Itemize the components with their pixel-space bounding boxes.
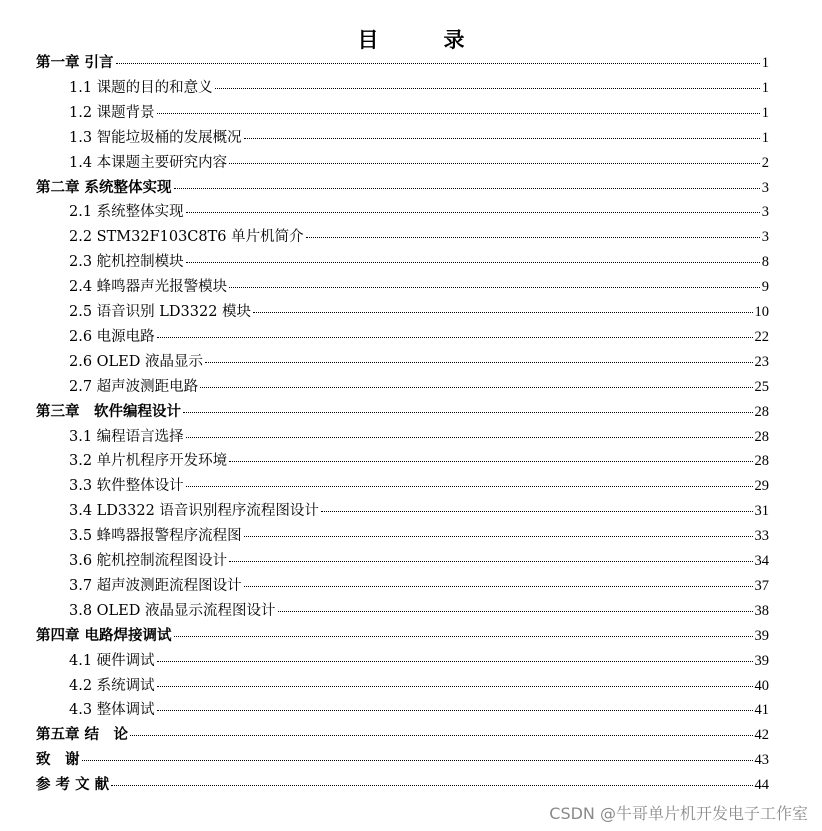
toc-entry-label: 2.6 OLED 液晶显示: [69, 353, 204, 370]
dot-leader: [244, 137, 760, 139]
toc-entry-label: 2.3 舵机控制模块: [69, 254, 184, 271]
toc-section-entry[interactable]: [69, 78, 769, 98]
dot-leader: [278, 610, 753, 612]
toc-entry-label: 3.8 OLED 液晶显示流程图设计: [69, 602, 276, 619]
toc-entry-label: 1.3 智能垃圾桶的发展概况: [69, 129, 242, 146]
toc-entry-label: 3.5 蜂鸣器报警程序流程图: [69, 528, 242, 545]
dot-leader: [229, 162, 760, 164]
toc-section-entry[interactable]: [69, 501, 769, 521]
toc-entry-page-number: 31: [754, 503, 769, 520]
toc-section-entry[interactable]: [69, 700, 769, 720]
toc-section-entry[interactable]: [69, 153, 769, 173]
toc-entry-page-number: 28: [754, 403, 769, 420]
toc-entry-page-number: 10: [754, 304, 769, 320]
toc-entry-label: 2.5 语音识别 LD3322 模块: [69, 304, 252, 320]
toc-section-entry[interactable]: [69, 277, 769, 297]
toc-entry-page-number: 8: [761, 254, 769, 271]
dot-leader: [157, 709, 753, 711]
toc-chapter-entry[interactable]: [36, 750, 769, 770]
toc-entry-page-number: 38: [754, 602, 769, 619]
dot-leader: [130, 734, 752, 736]
dot-leader: [157, 660, 753, 662]
dot-leader: [253, 311, 752, 313]
toc-section-entry[interactable]: [69, 128, 769, 148]
dot-leader: [321, 510, 753, 512]
toc-section-entry[interactable]: [69, 352, 769, 372]
dot-leader: [174, 635, 753, 637]
toc-entry-page-number: 1: [761, 129, 769, 146]
dot-leader: [157, 112, 760, 114]
toc-entry-page-number: 9: [761, 279, 769, 296]
dot-leader: [186, 436, 753, 438]
toc-entry-label: 3.7 超声波测距流程图设计: [69, 577, 242, 594]
toc-entry-label: 3.6 舵机控制流程图设计: [69, 553, 228, 569]
toc-entry-page-number: 1: [761, 79, 769, 96]
dot-leader: [186, 261, 760, 263]
dot-leader: [229, 460, 752, 462]
toc-entry-label: 参 考 文 献: [36, 776, 110, 794]
toc-entry-label: 3.4 LD3322 语音识别程序流程图设计: [69, 503, 319, 520]
toc-entry-label: 致 谢: [36, 751, 80, 769]
toc-entry-page-number: 34: [754, 553, 769, 569]
toc-chapter-entry[interactable]: [36, 626, 769, 646]
toc-section-entry[interactable]: [69, 427, 769, 447]
toc-entry-label: 1.1 课题的目的和意义: [69, 79, 213, 96]
toc-section-entry[interactable]: [69, 651, 769, 671]
dot-leader: [183, 411, 753, 413]
dot-leader: [157, 336, 753, 338]
dot-leader: [157, 685, 753, 687]
toc-chapter-entry[interactable]: [36, 53, 769, 73]
dot-leader: [200, 386, 752, 388]
toc-entry-page-number: 23: [754, 353, 769, 370]
toc-entry-page-number: 44: [754, 777, 769, 794]
toc-entry-page-number: 43: [754, 752, 769, 769]
dot-leader: [229, 560, 752, 562]
dot-leader: [244, 585, 753, 587]
toc-entry-label: 2.2 STM32F103C8T6 单片机简介: [69, 229, 304, 246]
toc-section-entry[interactable]: [69, 526, 769, 546]
toc-section-entry[interactable]: [69, 202, 769, 222]
toc-entry-page-number: 33: [754, 528, 769, 545]
toc-entry-label: 3.2 单片机程序开发环境: [69, 453, 228, 470]
toc-entry-label: 4.1 硬件调试: [69, 652, 155, 669]
toc-entry-page-number: 28: [754, 453, 769, 470]
toc-chapter-entry[interactable]: [36, 725, 769, 745]
toc-entry-page-number: 3: [761, 179, 769, 196]
dot-leader: [82, 759, 753, 761]
toc-chapter-entry[interactable]: [36, 775, 769, 795]
toc-entry-page-number: 39: [754, 627, 769, 644]
toc-entry-label: 4.2 系统调试: [69, 677, 155, 694]
toc-entry-page-number: 39: [754, 652, 769, 669]
toc-entry-label: 2.4 蜂鸣器声光报警模块: [69, 279, 228, 296]
toc-entry-label: 2.1 系统整体实现: [69, 204, 184, 221]
toc-entry-label: 第二章 系统整体实现: [36, 178, 172, 196]
toc-entry-label: 1.2 课题背景: [69, 104, 155, 121]
dot-leader: [186, 485, 753, 487]
toc-entry-page-number: 40: [754, 677, 769, 694]
toc-title: 目 录: [357, 27, 487, 52]
dot-leader: [174, 187, 760, 189]
toc-section-entry[interactable]: [69, 377, 769, 397]
toc-entry-label: 4.3 整体调试: [69, 702, 155, 719]
dot-leader: [229, 286, 760, 288]
toc-section-entry[interactable]: [69, 601, 769, 621]
toc-entry-page-number: 41: [754, 702, 769, 719]
toc-entry-page-number: 1: [761, 104, 769, 121]
toc-entry-label: 1.4 本课题主要研究内容: [69, 154, 228, 171]
toc-entry-label: 第四章 电路焊接调试: [36, 626, 172, 644]
dot-leader: [186, 211, 760, 213]
toc-entry-page-number: 3: [761, 204, 769, 221]
toc-section-entry[interactable]: [69, 302, 769, 322]
toc-section-entry[interactable]: [69, 576, 769, 596]
toc-entry-page-number: 3: [761, 229, 769, 246]
toc-section-entry[interactable]: [69, 451, 769, 471]
toc-section-entry[interactable]: [69, 103, 769, 123]
toc-entry-label: 3.3 软件整体设计: [69, 478, 184, 495]
toc-chapter-entry[interactable]: [36, 178, 769, 198]
toc-section-entry[interactable]: [69, 476, 769, 496]
toc-entry-page-number: 37: [754, 577, 769, 594]
toc-entry-label: 3.1 编程语言选择: [69, 428, 184, 445]
toc-entry-page-number: 42: [754, 727, 769, 744]
dot-leader: [306, 236, 760, 238]
toc-entry-label: 第三章 软件编程设计: [36, 402, 181, 420]
toc-entry-page-number: 1: [761, 55, 769, 71]
dot-leader: [215, 87, 760, 89]
toc-entry-label: 第五章 结 论: [36, 726, 129, 744]
toc-entry-label: 2.6 电源电路: [69, 328, 155, 345]
toc-section-entry[interactable]: [69, 227, 769, 247]
dot-leader: [205, 361, 752, 363]
toc-entry-page-number: 22: [754, 328, 769, 345]
toc-section-entry[interactable]: [69, 327, 769, 347]
toc-entry-page-number: 28: [754, 428, 769, 445]
toc-entry-page-number: 2: [761, 154, 769, 171]
toc-entry-label: 2.7 超声波测距电路: [69, 378, 199, 395]
toc-section-entry[interactable]: [69, 676, 769, 696]
toc-chapter-entry[interactable]: [36, 402, 769, 422]
toc-section-entry[interactable]: [69, 252, 769, 272]
csdn-watermark: CSDN @牛哥单片机开发电子工作室: [549, 804, 808, 823]
dot-leader: [244, 535, 753, 537]
toc-entry-page-number: 25: [754, 378, 769, 395]
dot-leader: [116, 62, 760, 64]
toc-section-entry[interactable]: [69, 551, 769, 571]
toc-entry-page-number: 29: [754, 478, 769, 495]
dot-leader: [111, 784, 752, 786]
toc-entry-label: 第一章 引言: [36, 54, 114, 71]
